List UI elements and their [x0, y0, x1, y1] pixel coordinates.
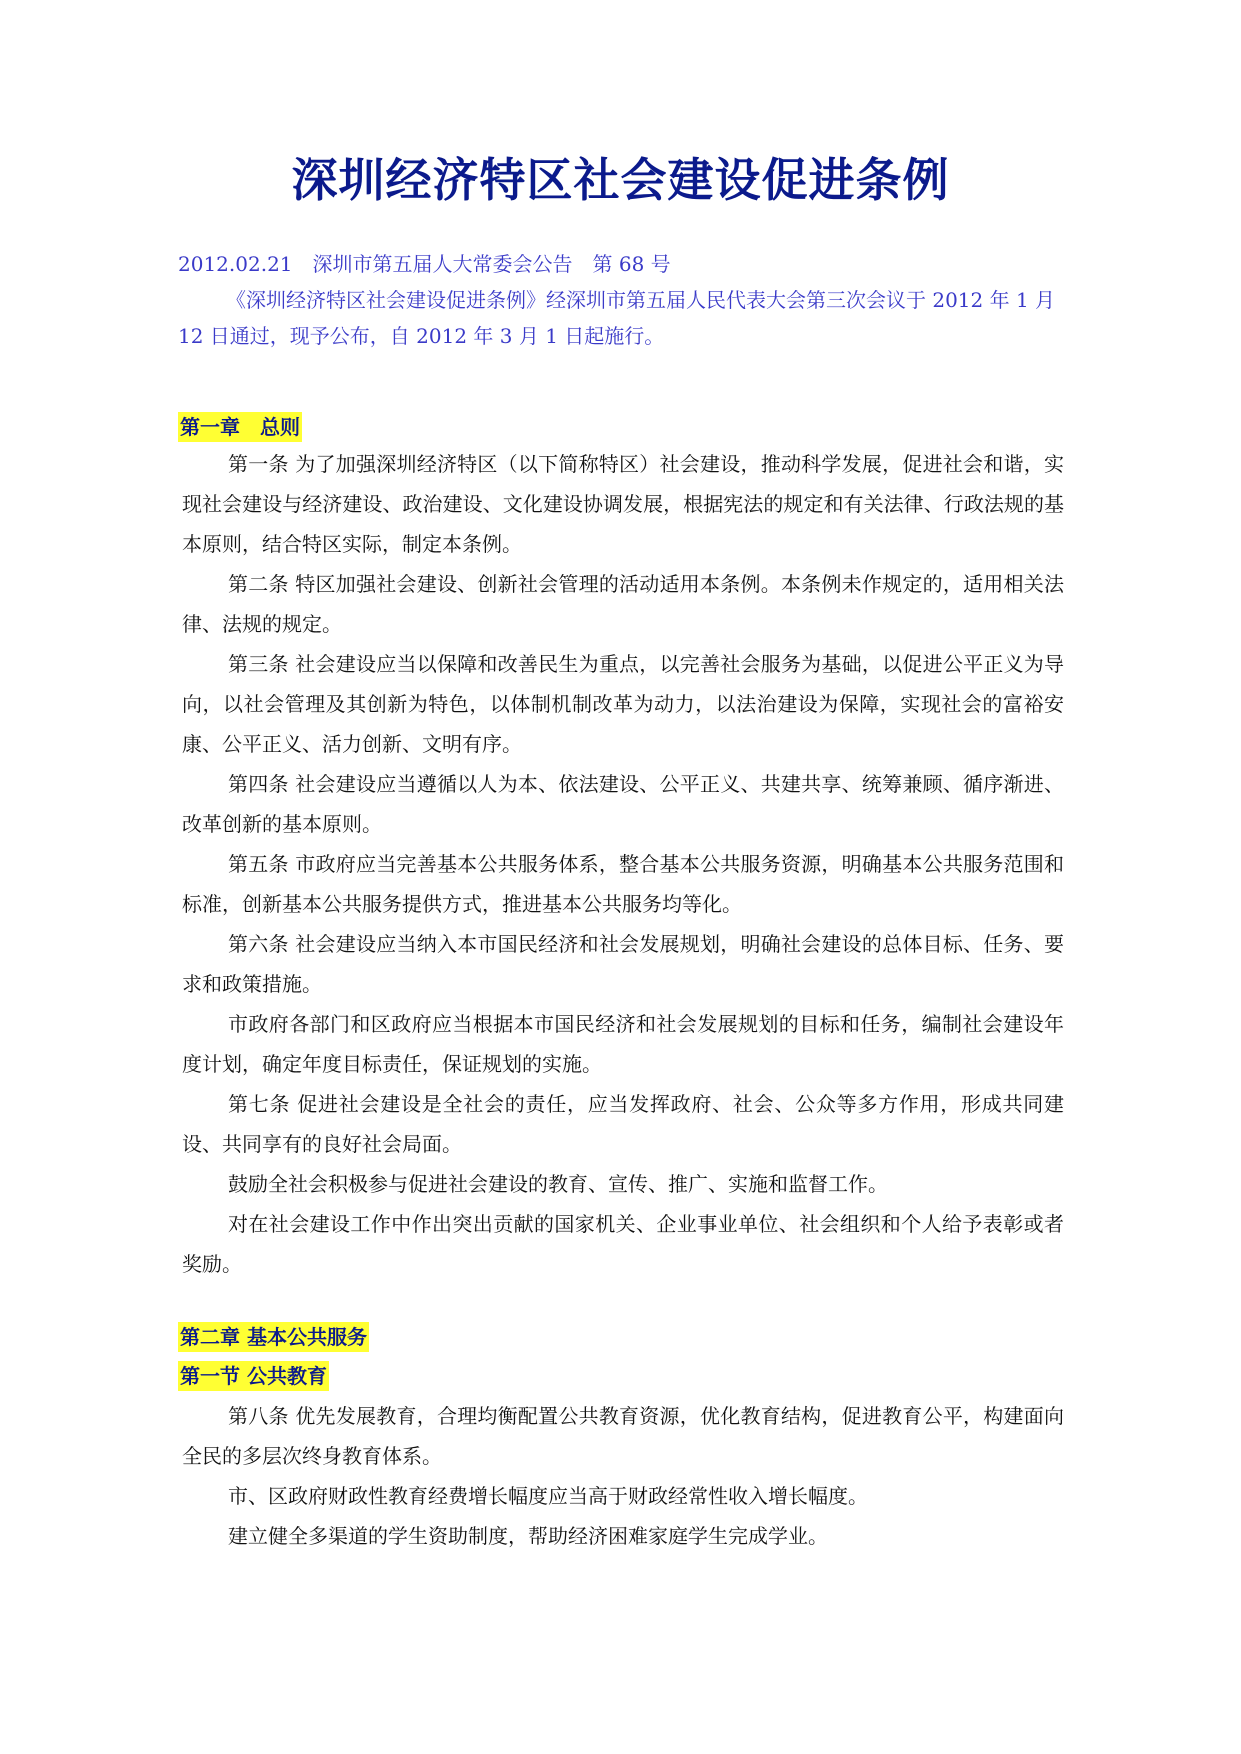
article-paragraph: 建立健全多渠道的学生资助制度，帮助经济困难家庭学生完成学业。 [228, 1524, 828, 1548]
chapter-2-heading: 第二章 基本公共服务 [178, 1322, 369, 1352]
article-paragraph: 第七条 促进社会建设是全社会的责任，应当发挥政府、社会、公众等多方作用，形成共同建设、共同享有的良好社会局面。 [182, 1092, 1064, 1156]
article-paragraph: 第六条 社会建设应当纳入本市国民经济和社会发展规划，明确社会建设的总体目标、任务、要求和政策措施。 [182, 932, 1064, 996]
article-paragraph: 市、区政府财政性教育经费增长幅度应当高于财政经常性收入增长幅度。 [228, 1484, 868, 1508]
announcement-line: 2012.02.21 深圳市第五届人大常委会公告 第 68 号 [178, 252, 671, 276]
article-paragraph: 第一条 为了加强深圳经济特区（以下简称特区）社会建设，推动科学发展，促进社会和谐，实现社会建设与经济建设、政治建设、文化建设协调发展，根据宪法的规定和有关法律、行政法规的基本原则，结合特区实际，制定本条例。 [182, 452, 1064, 556]
section-1-heading: 第一节 公共教育 [178, 1361, 329, 1391]
document-title: 深圳经济特区社会建设促进条例 [291, 153, 950, 207]
article-paragraph: 第二条 特区加强社会建设、创新社会管理的活动适用本条例。本条例未作规定的，适用相关法律、法规的规定。 [182, 572, 1064, 636]
announcement-body: 《深圳经济特区社会建设促进条例》经深圳市第五届人民代表大会第三次会议于 2012 年 1 月 12 日通过，现予公布，自 2012 年 3 月 1 日起施行。 [178, 288, 1056, 348]
article-paragraph: 第八条 优先发展教育，合理均衡配置公共教育资源，优化教育结构，促进教育公平，构建面向全民的多层次终身教育体系。 [182, 1404, 1064, 1468]
article-paragraph: 第四条 社会建设应当遵循以人为本、依法建设、公平正义、共建共享、统筹兼顾、循序渐进、改革创新的基本原则。 [182, 772, 1064, 836]
article-paragraph: 市政府各部门和区政府应当根据本市国民经济和社会发展规划的目标和任务，编制社会建设年度计划，确定年度目标责任，保证规划的实施。 [182, 1012, 1064, 1076]
article-paragraph: 第三条 社会建设应当以保障和改善民生为重点，以完善社会服务为基础，以促进公平正义为导向，以社会管理及其创新为特色，以体制机制改革为动力，以法治建设为保障，实现社会的富裕安康、公平正义、活力创新、文明有序。 [182, 652, 1064, 756]
article-paragraph: 第五条 市政府应当完善基本公共服务体系，整合基本公共服务资源，明确基本公共服务范围和标准，创新基本公共服务提供方式，推进基本公共服务均等化。 [182, 852, 1064, 916]
chapter-1-heading: 第一章 总则 [178, 412, 302, 442]
article-paragraph: 对在社会建设工作中作出突出贡献的国家机关、企业事业单位、社会组织和个人给予表彰或者奖励。 [182, 1212, 1064, 1276]
article-paragraph: 鼓励全社会积极参与促进社会建设的教育、宣传、推广、实施和监督工作。 [228, 1172, 888, 1196]
